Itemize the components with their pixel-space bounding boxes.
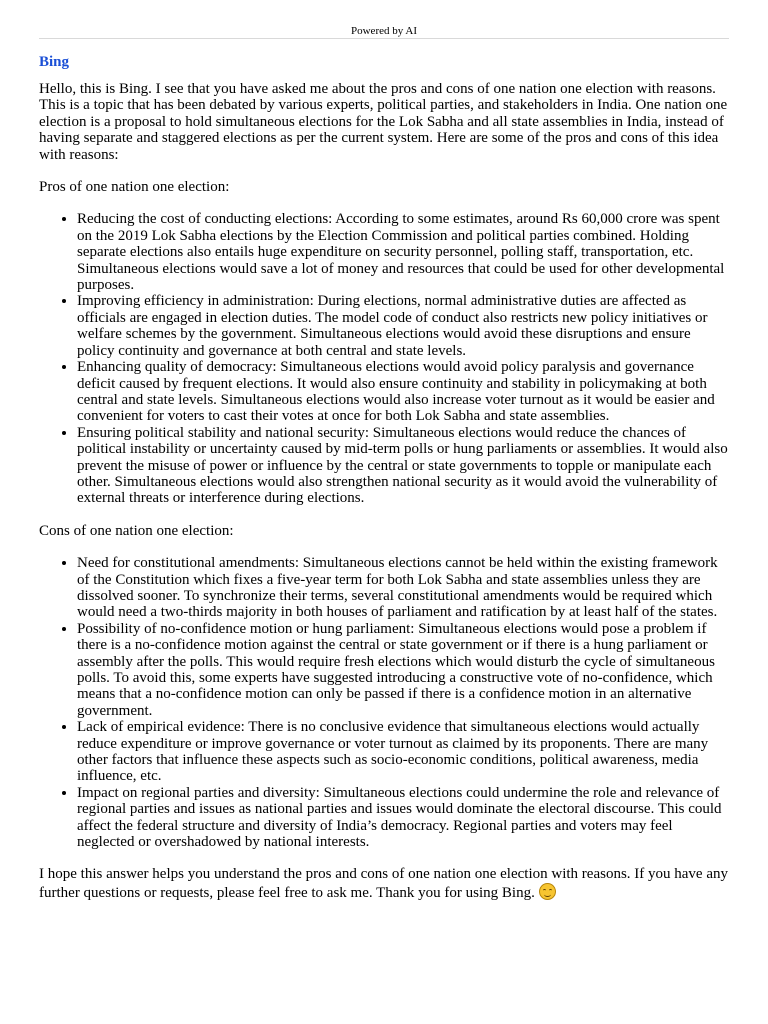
brand-name: Bing	[39, 54, 70, 70]
cons-list-item: • Lack of empirical evidence: There is no conclusive evidence that simultaneous elections would actually reduce expenditure or improve governance or voter turnout as claimed by its proponents. There are many other factors that influence these aspects such as socio-economic conditions, political awareness, media influence, etc.	[77, 719, 729, 785]
smiling-face-icon	[539, 883, 556, 900]
document-page	[39, 0, 729, 901]
pros-list-item: • Enhancing quality of democracy: Simultaneous elections would avoid policy paralysis and governance deficit caused by frequent elections. It would also ensure continuity and stability in policymaking at both central and state levels. Simultaneous elections would also increase voter turnout as it would be easier and convenient for voters to cast their votes at once for both Lok Sabha and state assemblies.	[77, 359, 729, 425]
cons-list-item: • Need for constitutional amendments: Simultaneous elections cannot be held within the existing framework of the Constitution which fixes a five-year term for both Lok Sabha and state assemblies unless they are dissolved sooner. To synchronize their terms, several constitutional amendments would be required which would need a two-thirds majority in both houses of parliament and ratification by at least half of the states.	[77, 555, 729, 621]
page-header	[39, 0, 729, 39]
answer-content	[39, 81, 729, 901]
powered-by-label: Powered by AI	[351, 25, 417, 37]
pros-list-item: • Reducing the cost of conducting elections: According to some estimates, around Rs 60,000 crore was spent on the 2019 Lok Sabha elections by the Election Commission and political parties combined. Holding separate elections also entails huge expenditure on security personnel, polling staff, transportation, etc. Simultaneous elections would save a lot of money and resources that could be used for other developmental purposes.	[77, 211, 729, 293]
pros-list	[39, 211, 729, 506]
pros-list-item: • Improving efficiency in administration: During elections, normal administrative duties are affected as officials are engaged in election duties. The model code of conduct also restricts new policy initiatives or welfare schemes by the government. Simultaneous elections would avoid these disruptions and ensure policy continuity and governance at both central and state levels.	[77, 293, 729, 359]
cons-list-item: • Impact on regional parties and diversity: Simultaneous elections could undermine the role and relevance of regional parties and issues as national parties and issues would dominate the electoral discourse. This could affect the federal structure and diversity of India’s democracy. Regional parties and voters may feel neglected or overshadowed by national interests.	[77, 785, 729, 851]
intro-paragraph: Hello, this is Bing. I see that you have asked me about the pros and cons of one nation one election with reasons. This is a topic that has been debated by various experts, political parties, and stakeholders in India. One nation one election is a proposal to hold simultaneous elections for the Lok Sabha and all state assemblies in India, instead of having separate and staggered elections as per the current system. Here are some of the pros and cons of this idea with reasons:	[39, 81, 728, 163]
cons-title: Cons of one nation one election:	[39, 522, 234, 539]
pros-list-item: • Ensuring political stability and national security: Simultaneous elections would reduce the chances of political instability or uncertainty caused by mid-term polls or hung parliaments or assemblies. It would also prevent the misuse of power or influence by the central or state governments to topple or manipulate each other. Simultaneous elections would also strengthen national security as it would avoid the vulnerability of external threats or interference during elections.	[77, 425, 729, 507]
cons-list	[39, 555, 729, 850]
cons-list-item: • Possibility of no-confidence motion or hung parliament: Simultaneous elections would pose a problem if there is a no-confidence motion against the central or state government or if there is a hung parliament or assembly after the polls. This would require fresh elections which would disturb the cycle of simultaneous polls. To avoid this, some experts have suggested introducing a constructive vote of no-confidence, which means that a no-confidence motion can only be passed if there is a confidence motion in an alternative government.	[77, 621, 729, 719]
closing-paragraph	[39, 866, 729, 901]
closing-text: I hope this answer helps you understand the pros and cons of one nation one election with reasons. If you have any further questions or requests, please feel free to ask me. Thank you for using Bing.	[39, 866, 728, 901]
pros-title: Pros of one nation one election:	[39, 179, 230, 196]
